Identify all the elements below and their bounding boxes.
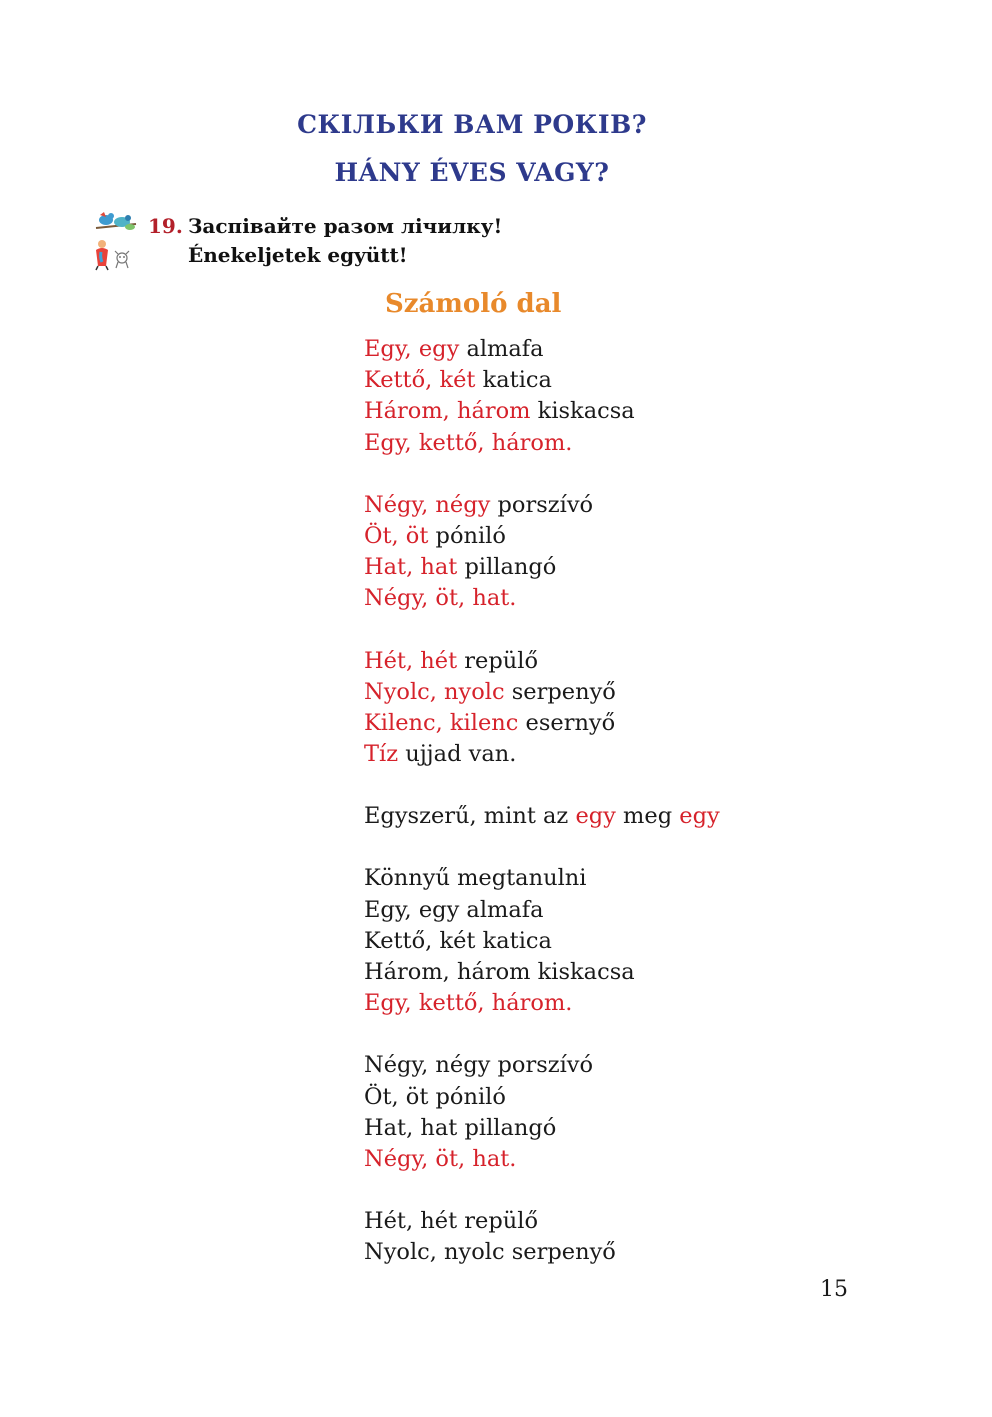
lyric-line [364, 646, 964, 677]
lyric-line [364, 334, 964, 365]
task-number: 19. [148, 214, 183, 238]
page-number: 15 [820, 1277, 848, 1302]
lyric-line [364, 428, 964, 459]
lyric-text: porszívó [490, 491, 594, 518]
highlighted-numbers: Három, három [364, 398, 531, 425]
highlighted-numbers: Öt, öt [364, 522, 429, 549]
lyric-line [364, 708, 964, 739]
lyric-line [364, 552, 964, 583]
lyric-text: esernyő [518, 709, 616, 736]
lyric-line [364, 583, 964, 614]
highlighted-numbers: Egy, kettő, három. [364, 990, 573, 1017]
lyric-line [364, 739, 964, 770]
highlighted-numbers: Négy, öt, hat. [364, 585, 517, 612]
stanza [364, 863, 964, 1019]
task-icons [88, 210, 140, 272]
stanza [364, 1050, 964, 1175]
highlighted-numbers: Egy, egy [364, 336, 460, 362]
highlighted-numbers: Tíz [364, 741, 399, 768]
highlighted-numbers: Kettő, két [364, 367, 476, 394]
lyric-text: almafa [459, 336, 544, 362]
lyric-line: Öt, öt póniló [364, 1083, 506, 1110]
lyric-line [364, 365, 964, 396]
lyric-line [364, 1144, 964, 1175]
stanza [364, 334, 964, 459]
lyric-line: Egy, egy almafa [364, 896, 544, 923]
stanza [364, 490, 964, 615]
lyric-text: Egyszerű, mint az [364, 803, 576, 830]
highlighted-numbers: Négy, négy [364, 491, 491, 518]
birds-icon [88, 210, 140, 272]
stanza [364, 646, 964, 771]
lyric-text: meg [615, 803, 680, 830]
lyric-text: póniló [428, 522, 506, 549]
page-title-hungarian: HÁNY ÉVES VAGY? [334, 158, 610, 187]
highlighted-numbers: Egy, kettő, három. [364, 429, 573, 456]
lyric-text: ujjad van. [398, 741, 517, 768]
highlighted-numbers: Hét, hét [364, 647, 458, 674]
highlighted-numbers: Hat, hat [364, 554, 458, 581]
lyric-line: Hét, hét repülő [364, 1208, 538, 1235]
song-lyrics [364, 334, 964, 1300]
highlighted-numbers: Négy, öt, hat. [364, 1145, 517, 1172]
task-instruction-hungarian: Énekeljetek együtt! [188, 243, 408, 267]
singing-kids-icon [96, 240, 129, 270]
song-title: Számoló dal [385, 289, 562, 319]
highlighted-numbers: Kilenc, kilenc [364, 709, 519, 736]
lyric-text: pillangó [457, 554, 557, 581]
stanza [364, 1206, 964, 1268]
lyric-line: Négy, négy porszívó [364, 1052, 594, 1079]
lyric-text: katica [475, 367, 552, 394]
page-title-ukrainian: СКІЛЬКИ ВАМ РОКІВ? [297, 110, 647, 139]
lyric-text: kiskacsa [530, 398, 635, 425]
lyric-line [364, 677, 964, 708]
lyric-text: serpenyő [504, 678, 616, 705]
lyric-line [364, 988, 964, 1019]
lyric-line: Könnyű megtanulni [364, 865, 587, 892]
highlighted-numbers: Nyolc, nyolc [364, 678, 505, 705]
lyric-line: Kettő, két katica [364, 927, 552, 954]
lyric-line: Hat, hat pillangó [364, 1114, 557, 1141]
highlighted-numbers: egy [575, 803, 616, 830]
lyric-text: repülő [457, 647, 538, 674]
lyric-line: Nyolc, nyolc serpenyő [364, 1239, 616, 1266]
highlighted-numbers: egy [679, 803, 720, 830]
lyric-line: Három, három kiskacsa [364, 959, 635, 985]
lyric-line [364, 801, 964, 832]
lyric-line [364, 396, 964, 427]
lyric-line [364, 521, 964, 552]
lyric-line [364, 490, 964, 521]
task-instruction-ukrainian: Заспівайте разом лічилку! [188, 214, 503, 238]
stanza [364, 801, 964, 832]
